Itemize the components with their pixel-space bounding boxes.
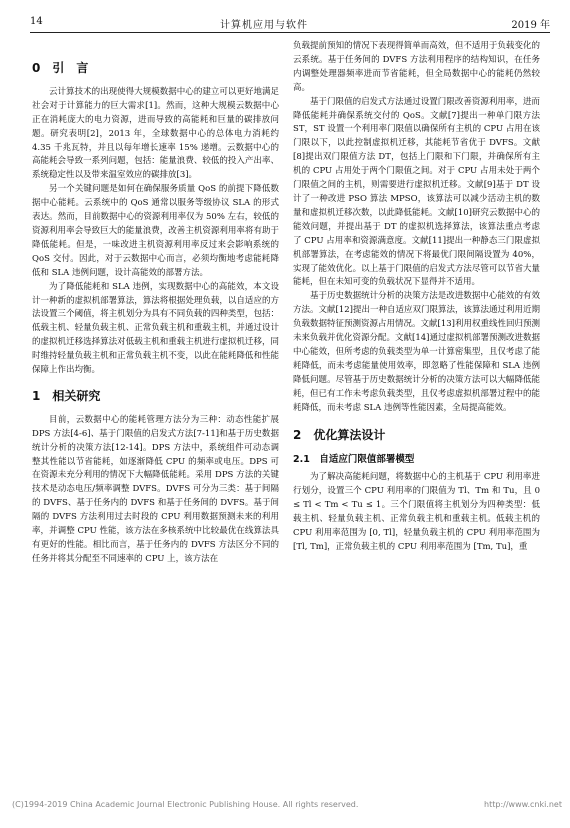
section-1-heading: 1 相关研究 (32, 388, 101, 403)
publication-year: 2019 年 (511, 20, 550, 31)
page-number: 14 (30, 16, 43, 27)
related-work-paragraph-3: 基于门限值的启发式方法通过设置门限改善资源利用率，进而降低能耗并确保系统交付的 QoS。文献[7]提出一种单门限方法 ST，ST 设置一个利用率门限值以确保所有主机的 CPU 占用在该门限以下，以此控制虚拟机迁移，其能耗节省优于 DVFS。文献[8]提出双门限值方法 DT，包括上门限和下门限，并确保所有主机的 CPU 占用处于两个门限值之间。对于 CPU 占用未处于两个门限值之间的主机，则需要进行虚拟机迁移。文献[9]基于 DT 设计了一种改进 PSO 算法 MPSO，该算法可以减少活动主机的数量和虚拟机迁移次数，以此降低能耗。文献[10]研究云数据中心的能效问题，并提出基于 DT 的虚拟机选择算法，该算法重点考虑了 CPU 占用率和资源满意度。文献[11]提出一种静态三门限虚拟机部署算法，在考虑能效的情况下将最优门限间隔设置为 40%，实现了能效优化。以上基于门限值的启发式方法尽管可以节省大量能耗，但在未知可变的负载状况下显得并不适用。 (293, 96, 540, 288)
intro-paragraph-2: 另一个关键问题是如何在确保服务质量 QoS 的前提下降低数据中心能耗。云系统中的 QoS 通常以服务等级协议 SLA 的形式表达。然而，目前数据中心的资源利用率仅为 50% 左右，较低的资源利用率会导致巨大的能量浪费，改善主机资源利用率将有助于降低能耗。但是，一味改进主机资源利用率反过来会影响系统的 QoS 交付。因此，对于云数据中心而言，必须均衡地考虑能耗降低和 SLA 违例问题，设计高能效的部署方法。 (32, 184, 279, 278)
related-work-paragraph-4: 基于历史数据统计分析的决策方法是改进数据中心能效的有效方法。文献[12]提出一种自适应双门限算法，该算法通过利用近期负载数据特征预测资源占用情况。文献[13]利用权重线性回归预测未来负载并优化资源分配。文献[14]通过虚拟机部署预测改进数据中心能效，但所考虑的负载类型为单一计算密集型，且仅考虑了能耗降低，而未考虑能量使用效率，即忽略了性能保障和 SLA 违例降低问题。尽管基于历史数据统计分析的决策方法可以大幅降低能耗，但已有工作未考虑负载类型，且仅考虑虚拟机部署过程中的能耗降低，而未考虑 SLA 违例等性能因素，全局提高能效。 (293, 291, 540, 413)
section-0-heading: 0 引 言 (32, 61, 89, 75)
copyright-notice: (C)1994-2019 China Academic Journal Electronic Publishing House. All rights reserved. (12, 800, 359, 809)
running-header (30, 0, 550, 30)
footer-url: http://www.cnki.net (484, 800, 562, 809)
related-work-paragraph-2: 负载提前预知的情况下表现得简单而高效，但不适用于负载变化的云系统。基于任务间的 DVFS 方法利用程序的结构知识，在任务内调整处理器频率进而节省能耗，但全局数据中心的能耗仍然较高。 (293, 41, 540, 93)
right-column (293, 40, 540, 555)
left-column (32, 40, 279, 567)
page-footer (12, 800, 562, 809)
model-paragraph-1: 为了解决高能耗问题，将数据中心的主机基于 CPU 利用率进行划分，设置三个 CPU 利用率的门限值为 Tl、Tm 和 Tu，且 0 ≤ Tl < Tm < Tu ≤ 1。三个门限值将主机划分为四种类型：低载主机、轻量负载主机、正常负载主机和重载主机。低载主机的 CPU 利用率范围为 [0, Tl]，轻量负载主机的 CPU 利用率范围为 [Tl, Tm]，正常负载主机的 CPU 利用率范围为 [Tm, Tu]，重 (293, 472, 540, 552)
header-rule (30, 32, 550, 33)
journal-title: 计算机应用与软件 (220, 20, 308, 31)
section-2-heading: 2 优化算法设计 (293, 428, 386, 443)
intro-paragraph-3: 为了降低能耗和 SLA 违例，实现数据中心的高能效，本文设计一种新的虚拟机部署算法，算法将根据处理负载，以自适应的方法设置三个阈值，将主机划分为具有不同负载的四种类型，包括：低载主机、轻量负载主机、正常负载主机和重载主机，并通过设计的虚拟机迁移选择算法对低载主机和重载主机进行虚拟机迁移，同时维持轻量负载主机和正常负载主机不变，以此在能耗降低和性能保障上作出均衡。 (32, 281, 279, 376)
section-2-1-heading: 2.1 自适应门限值部署模型 (293, 454, 415, 466)
intro-paragraph-1: 云计算技术的出现使得大规模数据中心的建立可以更好地满足社会对于计算能力的巨大需求[1]。然而，这种大规模云数据中心正在消耗庞大的电力资源，进而导致的高能耗和巨量的碳排放问题。研究表明[2]，2013 年，全球数据中心的总体电力消耗约 4.35 千兆瓦特，并且以每年增长速率 15% 递增。云数据中心的高能耗会导致一系列问题，包括：能量浪费、较低的投入产出率、系统稳定性以及带来温室效应的碳排放[3]。 (32, 86, 279, 181)
related-work-paragraph-1: 目前，云数据中心的能耗管理方法分为三种：动态性能扩展 DPS 方法[4-6]、基于门限值的启发式方法[7-11]和基于历史数据统计分析的决策方法[12-14]。DPS 方法中，系统组件可动态调整其性能以节省能耗，如逐渐降低 CPU 的频率或电压。DPS 可在资源未充分利用的情况下大幅降低能耗。采用 DPS 方法的关键技术是动态电压/频率调整 DVFS。DVFS 可分为三类：基于间隔的 DVFS、基于任务内的 DVFS 和基于任务间的 DVFS。基于间隔的 DVFS 方法利用过去时段的 CPU 利用数据预测未来的利用率，并调整 CPU 性能，该方法在多核系统中比较最优在线算法具有更好的性能。相比而言，基于任务内的 DVFS 方法区分不同的任务并将其分配至不同速率的 CPU 上，该方法在 (32, 414, 279, 564)
